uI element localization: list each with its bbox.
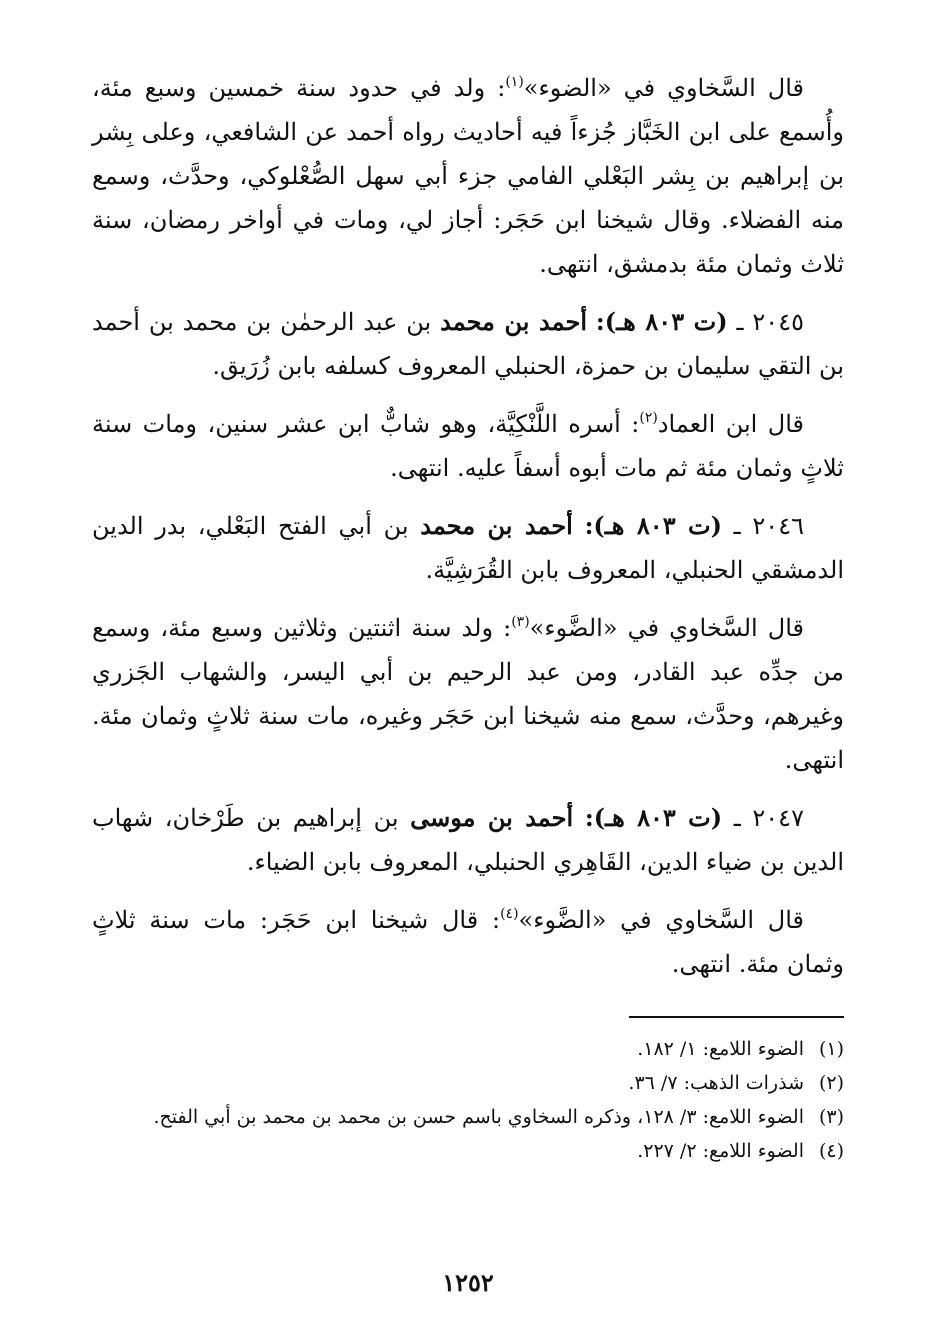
footnote-divider xyxy=(629,1016,844,1018)
footnote-ref-2: (٢) xyxy=(639,410,658,426)
entry-2047 xyxy=(92,796,844,884)
entry-text: بن إبراهيم بن طَرْخان، شهاب الدين بن ضياء الدين، القَاهِري الحنبلي، المعروف بابن الضياء. xyxy=(92,804,844,876)
quote-intro: قال السَّخاوي في «الضَّوء» xyxy=(518,906,804,934)
footnote-mark: (٢) xyxy=(818,1072,844,1094)
footnote-text: الضوء اللامع: ٢/ ٢٢٧. xyxy=(637,1140,804,1162)
entry-name: أحمد بن محمد xyxy=(440,307,588,336)
entry-text: بن عبد الرحمٰن بن محمد بن أحمد بن التقي سليمان بن حمزة، الحنبلي المعروف كسلفه بابن زُرَيق. xyxy=(92,308,844,380)
footnote-text: الضوء اللامع: ١/ ١٨٢. xyxy=(637,1038,804,1060)
quote-body: : ولد سنة اثنتين وثلاثين وسبع مئة، وسمع من جدِّه عبد القادر، ومن عبد الرحيم بن أبي اليسر، والشهاب الجَزري وغيرهم، وحدَّث، سمع منه شيخنا ابن حَجَر وغيره، مات سنة ثلاثٍ وثمان مئة. انتهى. xyxy=(92,614,844,774)
footnote-mark: (٣) xyxy=(818,1106,844,1128)
footnote-ref-1: (١) xyxy=(505,74,524,90)
footnote-mark: (١) xyxy=(818,1038,844,1060)
footnote-ref-4: (٤) xyxy=(500,906,519,922)
entry-death-date: (ت ٨٠٣ هـ): xyxy=(595,307,728,336)
entry-number: ٢٠٤٧ ـ xyxy=(733,804,804,832)
footnote-text: شذرات الذهب: ٧/ ٣٦. xyxy=(628,1072,804,1094)
footnote-1 xyxy=(92,1032,844,1066)
entry-death-date: (ت ٨٠٣ هـ): xyxy=(584,803,723,832)
quote-paragraph-sakhawi-1 xyxy=(92,66,844,286)
entry-name: أحمد بن محمد xyxy=(420,511,573,540)
quote-paragraph-ibn-imad xyxy=(92,402,844,490)
entry-number: ٢٠٤٦ ـ xyxy=(733,512,804,540)
entry-death-date: (ت ٨٠٣ هـ): xyxy=(584,511,722,540)
entry-name: أحمد بن موسى xyxy=(410,803,574,832)
quote-body: : أسره اللَّنْكِيَّة، وهو شابٌّ ابن عشر سنين، ومات سنة ثلاثٍ وثمان مئة ثم مات أبوه أسفاً عليه. انتهى. xyxy=(92,410,844,482)
footnote-3 xyxy=(92,1100,844,1134)
quote-intro: قال ابن العماد xyxy=(657,410,805,438)
footnote-mark: (٤) xyxy=(818,1140,844,1162)
entry-2045 xyxy=(92,300,844,388)
entry-text: بن أبي الفتح البَعْلي، بدر الدين الدمشقي الحنبلي، المعروف بابن القُرَشِيَّة. xyxy=(92,512,844,584)
footnote-4 xyxy=(92,1134,844,1168)
footnote-ref-3: (٣) xyxy=(511,614,530,630)
quote-paragraph-sakhawi-4 xyxy=(92,898,844,986)
entry-2046 xyxy=(92,504,844,592)
page-number: ١٢٥٢ xyxy=(442,1268,494,1297)
footnote-text: الضوء اللامع: ٣/ ١٢٨، وذكره السخاوي باسم حسن بن محمد بن محمد بن أبي الفتح. xyxy=(153,1106,804,1128)
quote-intro: قال السَّخاوي في «الضَّوء» xyxy=(529,614,804,642)
entry-number: ٢٠٤٥ ـ xyxy=(736,308,804,336)
quote-paragraph-sakhawi-3 xyxy=(92,606,844,782)
quote-body: : قال شيخنا ابن حَجَر: مات سنة ثلاثٍ وثمان مئة. انتهى. xyxy=(92,906,844,978)
quote-intro: قال السَّخاوي في «الضوء» xyxy=(523,74,805,102)
quote-body: : ولد في حدود سنة خمسين وسبع مئة، وأُسمع على ابن الخَبَّاز جُزءاً فيه أحاديث رواه أحمد عن الشافعي، وعلى بِشر بن إبراهيم بن بِشر البَعْلي الفامي جزء أبي سهل الصُّعْلوكي، وحدَّث، وسمع منه الفضلاء. وقال شيخنا ابن حَجَر: أجاز لي، ومات في أواخر رمضان، سنة ثلاث وثمان مئة بدمشق، انتهى. xyxy=(92,74,845,278)
footnote-2 xyxy=(92,1066,844,1100)
